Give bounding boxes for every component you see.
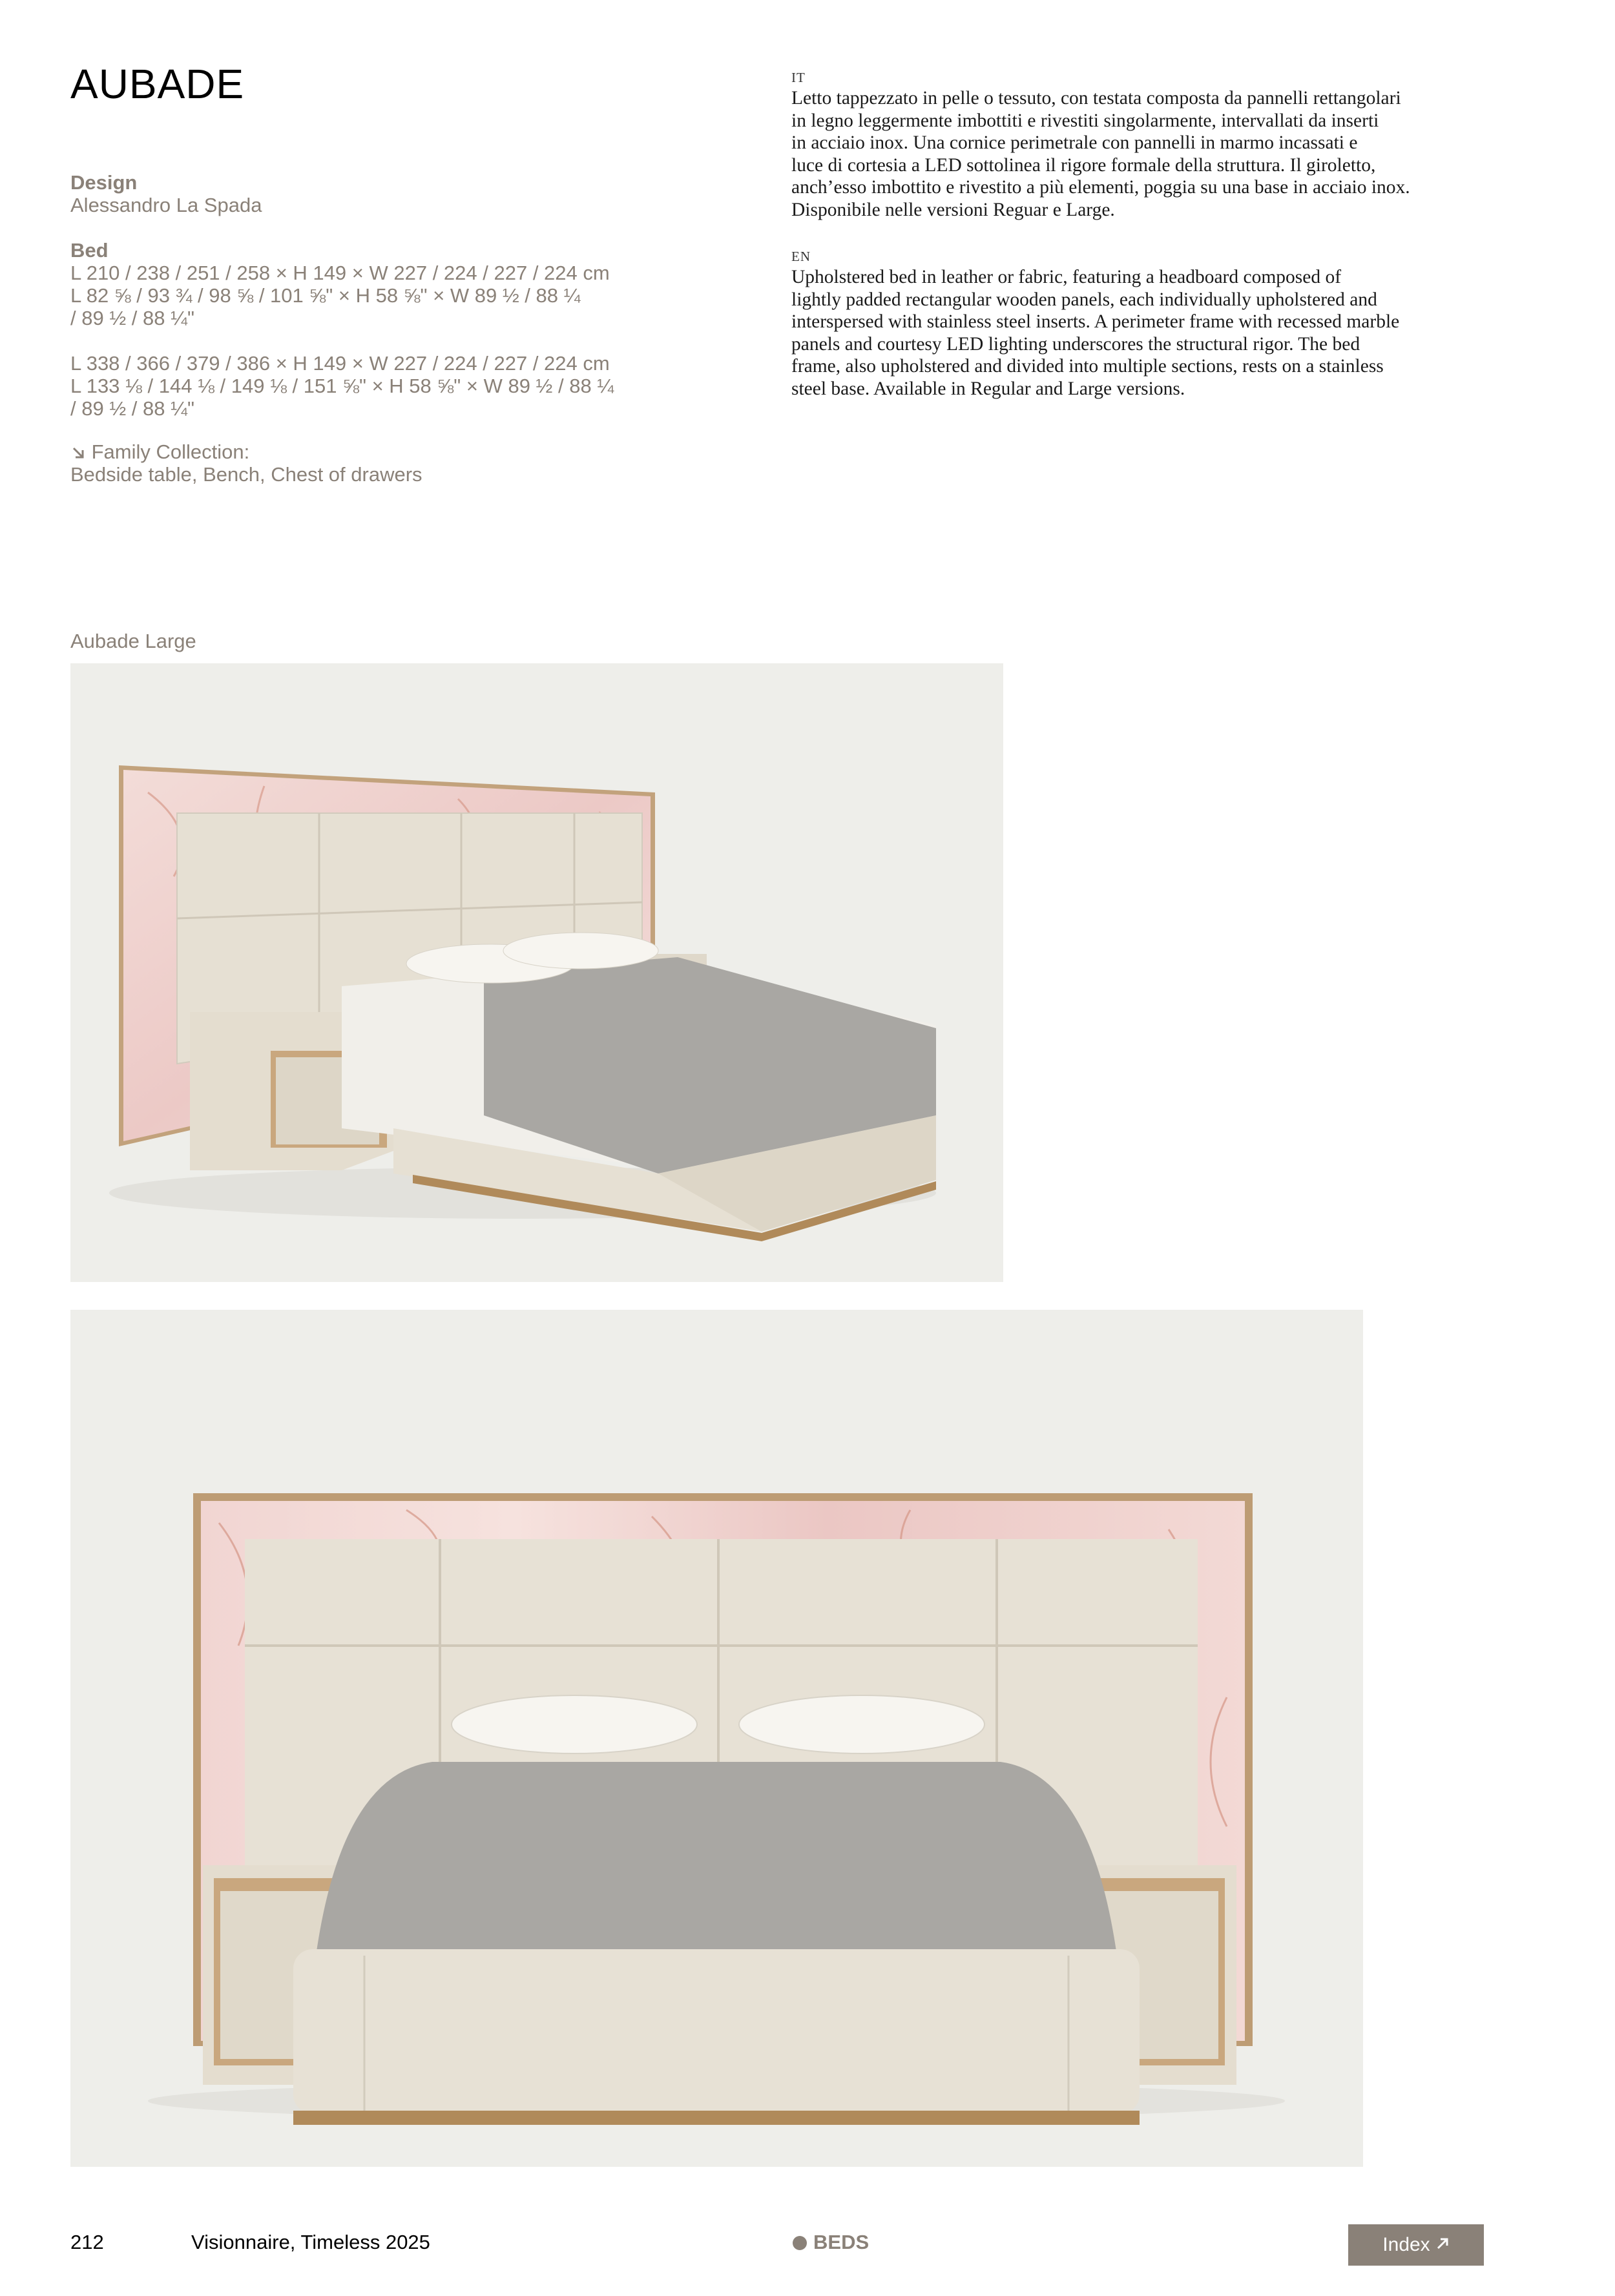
product-title: AUBADE <box>70 61 245 107</box>
section-name: BEDS <box>813 2231 870 2253</box>
family-collection[interactable] <box>70 440 422 486</box>
en-line: Upholstered bed in leather or fabric, featuring a headboard composed of <box>791 267 1342 287</box>
family-collection-label: Family Collection: <box>91 440 250 463</box>
description-it <box>791 70 1483 221</box>
bed-illustration-front <box>70 1310 1363 2167</box>
bed-label: Bed <box>70 239 109 262</box>
it-line: in acciaio inox. Una cornice perimetrale con pannelli in marmo incassati e <box>791 132 1358 153</box>
regular-dimensions-cm: L 210 / 238 / 251 / 258 × H 149 × W 227 / 224 / 227 / 224 cm <box>70 262 610 284</box>
bed-photo-perspective <box>70 663 1003 1282</box>
large-dimensions-in-cont: / 89 ½ / 88 ¼" <box>70 397 194 420</box>
arrow-up-right-icon <box>1435 2234 1450 2256</box>
it-line: in legno leggermente imbottiti e rivestiti singolarmente, intervallati da inserti <box>791 110 1379 131</box>
lang-it-label: IT <box>791 70 806 85</box>
arrow-down-right-icon <box>70 440 92 463</box>
bed-dimensions <box>70 239 614 420</box>
image-caption: Aubade Large <box>70 630 196 652</box>
en-line: interspersed with stainless steel inserts. A perimeter frame with recessed marble <box>791 311 1400 332</box>
large-dimensions-cm: L 338 / 366 / 379 / 386 × H 149 × W 227 / 224 / 227 / 224 cm <box>70 352 610 375</box>
section-label[interactable] <box>793 2229 869 2255</box>
lang-en-label: EN <box>791 249 811 264</box>
designer-name: Alessandro La Spada <box>70 194 262 216</box>
it-line: luce di cortesia a LED sottolinea il rigore formale della struttura. Il giroletto, <box>791 154 1376 176</box>
en-line: panels and courtesy LED lighting underscores the structural rigor. The bed <box>791 333 1360 355</box>
bed-illustration-perspective <box>70 663 1003 1282</box>
publication-title: Visionnaire, Timeless 2025 <box>191 2231 430 2253</box>
it-line: anch’esso imbottito e rivestito a più elementi, poggia su una base in acciaio inox. <box>791 177 1410 198</box>
it-line: Disponibile nelle versioni Reguar e Large. <box>791 199 1115 220</box>
en-line: frame, also upholstered and divided into multiple sections, rests on a stainless <box>791 356 1384 377</box>
it-line: Letto tappezzato in pelle o tessuto, con testata composta da pannelli rettangolari <box>791 88 1401 109</box>
en-line: lightly padded rectangular wooden panels, each individually upholstered and <box>791 289 1377 310</box>
en-line: steel base. Available in Regular and Large versions. <box>791 378 1185 399</box>
regular-dimensions-in-cont: / 89 ½ / 88 ¼" <box>70 307 194 329</box>
regular-dimensions-in: L 82 ⅝ / 93 ¾ / 98 ⅝ / 101 ⅝" × H 58 ⅝" × W 89 ½ / 88 ¼ <box>70 284 581 307</box>
family-collection-items[interactable]: Bedside table, Bench, Chest of drawers <box>70 463 422 486</box>
design-block <box>70 171 262 216</box>
description-en <box>791 249 1483 400</box>
page-number: 212 <box>70 2231 104 2253</box>
large-dimensions-in: L 133 ⅛ / 144 ⅛ / 149 ⅛ / 151 ⅝" × H 58 ⅝" × W 89 ½ / 88 ¼ <box>70 375 614 397</box>
index-label: Index <box>1382 2234 1430 2255</box>
section-dot-icon <box>793 2236 807 2250</box>
bed-photo-front <box>70 1310 1363 2167</box>
design-label: Design <box>70 171 138 194</box>
index-button[interactable] <box>1348 2224 1484 2266</box>
